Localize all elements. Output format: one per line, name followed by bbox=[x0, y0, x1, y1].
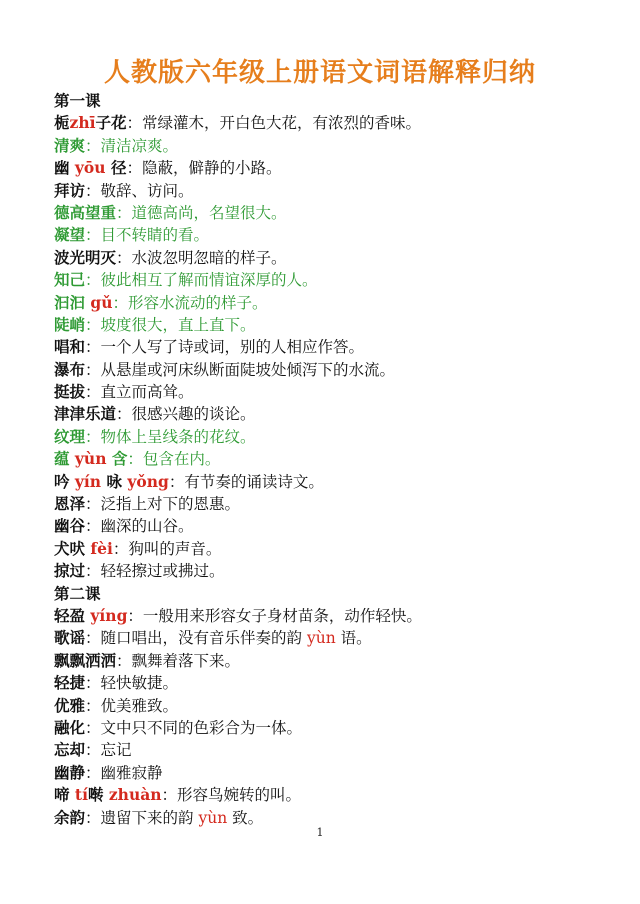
definition: ：幽雅寂静 bbox=[85, 763, 163, 782]
term-word: 融化 bbox=[54, 718, 86, 737]
vocab-entry bbox=[54, 695, 624, 717]
term-word: 纹理 bbox=[54, 427, 86, 446]
pinyin: yín bbox=[69, 471, 107, 491]
definition: ：忘记 bbox=[85, 741, 132, 760]
vocab-entry bbox=[54, 180, 624, 202]
definition: ：从悬崖或河床纵断面陡坡处倾泻下的水流。 bbox=[85, 360, 396, 379]
vocab-entry bbox=[54, 135, 624, 157]
definition: ：狗叫的声音。 bbox=[112, 539, 222, 558]
lesson-heading-text: 第一课 bbox=[54, 92, 101, 110]
term-word: 优雅 bbox=[54, 696, 86, 715]
definition: ：随口唱出，没有音乐伴奏的韵 bbox=[85, 629, 307, 648]
term-word: 余韵 bbox=[54, 808, 86, 827]
definition: ：形容水流动的样子。 bbox=[112, 293, 268, 312]
term-word: 轻盈 bbox=[54, 606, 86, 625]
term-word: 波光明灭 bbox=[54, 248, 117, 267]
vocab-entry bbox=[54, 538, 624, 560]
vocab-entry bbox=[54, 292, 624, 314]
pinyin-inline: yùn bbox=[306, 629, 336, 648]
term-word: 吟 bbox=[54, 472, 70, 491]
vocab-entry bbox=[54, 202, 624, 224]
pinyin: zhī bbox=[69, 113, 96, 133]
term-word: 清爽 bbox=[54, 136, 86, 155]
vocab-entry bbox=[54, 426, 624, 448]
pinyin-inline: yùn bbox=[198, 808, 228, 827]
term-word: 歌谣 bbox=[54, 629, 86, 648]
definition: ：敬辞、访问。 bbox=[85, 181, 194, 200]
term-word: 轻捷 bbox=[54, 674, 86, 693]
term-word: 飘飘洒洒 bbox=[54, 651, 117, 670]
pinyin: tí bbox=[69, 785, 88, 805]
vocab-entry bbox=[54, 448, 624, 470]
term-word: 知己 bbox=[54, 271, 86, 290]
definition: ：包含在内。 bbox=[127, 450, 221, 469]
term-word: 忘却 bbox=[54, 741, 86, 760]
pinyin: yǒng bbox=[122, 471, 169, 491]
term-word: 子花 bbox=[95, 114, 127, 133]
term-word: 恩泽 bbox=[54, 495, 86, 514]
term-word: 幽 bbox=[54, 159, 70, 178]
definition: ：隐蔽，僻静的小路。 bbox=[126, 159, 282, 178]
page-title: 人教版六年级上册语文词语解释归纳 bbox=[103, 58, 536, 88]
lesson-heading bbox=[54, 90, 624, 112]
vocabulary-list bbox=[54, 90, 624, 829]
term-word: 挺拔 bbox=[54, 383, 86, 402]
term-word: 径 bbox=[110, 159, 127, 178]
term-word: 栀 bbox=[54, 114, 70, 133]
vocab-entry bbox=[54, 403, 624, 425]
vocab-entry bbox=[54, 359, 624, 381]
pinyin: yíng bbox=[85, 605, 128, 625]
definition: ：遗留下来的韵 bbox=[85, 808, 199, 827]
vocab-entry bbox=[54, 762, 624, 784]
lesson-heading bbox=[54, 583, 624, 605]
pinyin: zhuàn bbox=[103, 785, 162, 805]
vocab-entry bbox=[54, 515, 624, 537]
term-word: 蕴 bbox=[54, 450, 70, 469]
pinyin: fèi bbox=[85, 538, 113, 558]
term-word: 咏 bbox=[106, 472, 122, 491]
term-word: 凝望 bbox=[54, 226, 86, 245]
term-word: 拜访 bbox=[54, 181, 86, 200]
definition: ：优美雅致。 bbox=[85, 696, 179, 715]
term-word: 德高望重 bbox=[54, 203, 117, 222]
vocab-entry bbox=[54, 112, 624, 134]
term-word: 啭 bbox=[87, 786, 104, 805]
definition: ：飘舞着落下来。 bbox=[116, 651, 241, 670]
vocab-entry bbox=[54, 739, 624, 761]
pinyin: yùn bbox=[69, 449, 112, 469]
term-word: 汩汩 bbox=[54, 293, 86, 312]
definition: ：目不转睛的看。 bbox=[85, 226, 210, 245]
vocab-entry bbox=[54, 471, 624, 493]
term-word: 犬吠 bbox=[54, 539, 86, 558]
definition: ：道德高尚，名望很大。 bbox=[116, 203, 287, 222]
definition: ：有节奏的诵读诗文。 bbox=[168, 472, 324, 491]
definition: ：常绿灌木，开白色大花，有浓烈的香味。 bbox=[126, 114, 422, 133]
term-word: 陡峭 bbox=[54, 315, 86, 334]
vocab-entry bbox=[54, 336, 624, 358]
vocab-entry bbox=[54, 784, 624, 806]
vocab-entry bbox=[54, 247, 624, 269]
definition: ：水波忽明忽暗的样子。 bbox=[116, 248, 287, 267]
term-word: 幽谷 bbox=[54, 517, 86, 536]
vocab-entry bbox=[54, 381, 624, 403]
vocab-entry bbox=[54, 314, 624, 336]
vocab-entry bbox=[54, 560, 624, 582]
definition: ：坡度很大，直上直下。 bbox=[85, 315, 256, 334]
term-word: 瀑布 bbox=[54, 360, 86, 379]
definition: ：轻快敏捷。 bbox=[85, 674, 179, 693]
vocab-entry bbox=[54, 672, 624, 694]
term-word: 津津乐道 bbox=[54, 405, 117, 424]
vocab-entry bbox=[54, 717, 624, 739]
definition: ：泛指上对下的恩惠。 bbox=[85, 495, 241, 514]
page-number: 1 bbox=[316, 826, 324, 839]
vocab-entry bbox=[54, 605, 624, 627]
definition: ：幽深的山谷。 bbox=[85, 517, 194, 536]
definition: ：一般用来形容女子身材苗条，动作轻快。 bbox=[127, 606, 422, 625]
definition: ：一个人写了诗或词，别的人相应作答。 bbox=[85, 338, 365, 357]
vocab-entry bbox=[54, 493, 624, 515]
definition: ：彼此相互了解而情谊深厚的人。 bbox=[85, 271, 318, 290]
definition: ：直立而高耸。 bbox=[85, 383, 194, 402]
definition: ：轻轻擦过或拂过。 bbox=[85, 562, 225, 581]
definition: 语。 bbox=[335, 629, 372, 648]
vocab-entry bbox=[54, 269, 624, 291]
term-word: 啼 bbox=[54, 786, 70, 805]
term-word: 掠过 bbox=[54, 562, 86, 581]
definition: 致。 bbox=[227, 808, 264, 827]
pinyin: gǔ bbox=[85, 292, 113, 312]
vocab-entry bbox=[54, 157, 624, 179]
definition: ：物体上呈线条的花纹。 bbox=[85, 427, 256, 446]
term-word: 唱和 bbox=[54, 338, 86, 357]
lesson-heading-text: 第二课 bbox=[54, 584, 101, 603]
vocab-entry bbox=[54, 224, 624, 246]
definition: ：很感兴趣的谈论。 bbox=[116, 405, 256, 424]
definition: ：形容鸟婉转的叫。 bbox=[161, 786, 302, 805]
definition: ：文中只不同的色彩合为一体。 bbox=[85, 718, 303, 737]
pinyin: yōu bbox=[69, 158, 111, 178]
vocab-entry bbox=[54, 650, 624, 672]
term-word: 含 bbox=[111, 450, 128, 469]
definition: ：清洁凉爽。 bbox=[85, 136, 179, 155]
term-word: 幽静 bbox=[54, 763, 86, 782]
vocab-entry bbox=[54, 627, 624, 649]
